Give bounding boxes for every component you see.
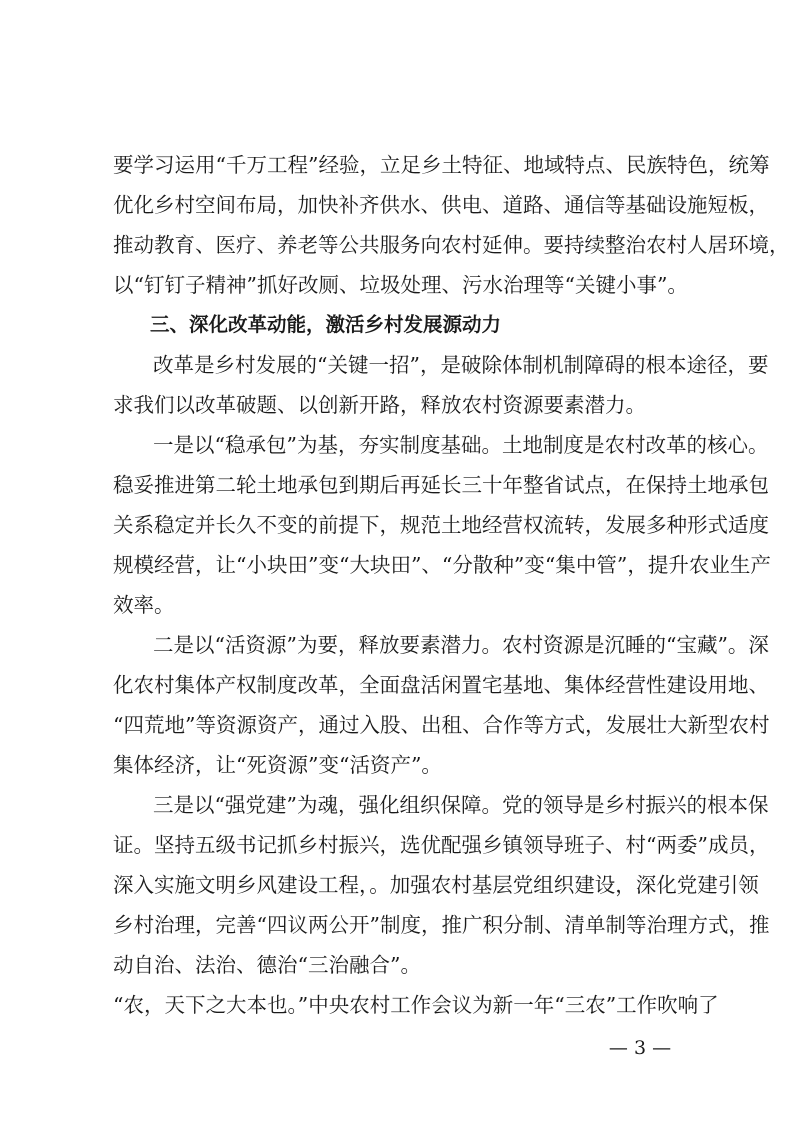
body-line — [0, 545, 793, 585]
body-line — [0, 145, 793, 185]
body-text: 化农村集体产权制度改革，全面盘活闲置宅基地、集体经营性建设用地、 — [113, 673, 769, 697]
body-line — [0, 385, 793, 425]
body-line — [0, 865, 793, 905]
body-text: “四荒地”等资源资产，通过入股、出租、合作等方式，发展壮大新型农村 — [113, 713, 770, 737]
body-line — [0, 345, 793, 385]
body-text: 二是以“活资源”为要，释放要素潜力。农村资源是沉睡的“宝藏”。深 — [153, 633, 769, 657]
body-line — [0, 265, 793, 305]
body-text: 以“钉钉子精神”抓好改厕、垃圾处理、污水治理等“关键小事”。 — [113, 273, 688, 297]
body-line — [0, 825, 793, 865]
body-line — [0, 705, 793, 745]
page-number: — 3 — — [608, 1037, 672, 1059]
section-heading — [0, 305, 793, 345]
body-text: 集体经济，让“死资源”变“活资产”。 — [113, 753, 442, 777]
body-line — [0, 465, 793, 505]
body-text: 效率。 — [113, 593, 175, 617]
body-text: 动自治、法治、德治“三治融合”。 — [113, 953, 421, 977]
body-text: 稳妥推进第二轮土地承包到期后再延长三十年整省试点，在保持土地承包 — [113, 473, 769, 497]
body-text: 优化乡村空间布局，加快补齐供水、供电、道路、通信等基础设施短板， — [113, 193, 769, 217]
body-text: “农，天下之大本也。”中央农村工作会议为新一年“三农”工作吹响了 — [113, 993, 719, 1017]
body-text: 推动教育、医疗、养老等公共服务向农村延伸。要持续整治农村人居环境， — [113, 233, 790, 257]
body-text: 证。坚持五级书记抓乡村振兴，选优配强乡镇领导班子、村“两委”成员， — [113, 833, 770, 857]
body-line — [0, 785, 793, 825]
body-line — [0, 665, 793, 705]
body-text: 规模经营，让“小块田”变“大块田”、“分散种”变“集中管”，提升农业生产 — [113, 553, 771, 577]
body-text: 改革是乡村发展的“关键一招”，是破除体制机制障碍的根本途径，要 — [153, 353, 769, 377]
body-line — [0, 985, 793, 1025]
body-text: 求我们以改革破题、以创新开路，释放农村资源要素潜力。 — [113, 393, 646, 417]
body-text: 乡村治理，完善“四议两公开”制度，推广积分制、清单制等治理方式，推 — [113, 913, 770, 937]
body-line — [0, 745, 793, 785]
body-line — [0, 425, 793, 465]
section-heading-text: 三、深化改革动能，激活乡村发展源动力 — [150, 313, 502, 336]
body-line — [0, 225, 793, 265]
body-line — [0, 185, 793, 225]
body-text: 深入实施文明乡风建设工程，。加强农村基层党组织建设，深化党建引领 — [113, 873, 759, 897]
body-text: 一是以“稳承包”为基，夯实制度基础。土地制度是农村改革的核心。 — [153, 433, 769, 457]
body-line — [0, 905, 793, 945]
body-text: 要学习运用“千万工程”经验，立足乡土特征、地域特点、民族特色，统筹 — [113, 153, 770, 177]
body-line — [0, 505, 793, 545]
body-line — [0, 945, 793, 985]
body-text: 三是以“强党建”为魂，强化组织保障。党的领导是乡村振兴的根本保 — [153, 793, 769, 817]
body-text: 关系稳定并长久不变的前提下，规范土地经营权流转，发展多种形式适度 — [113, 513, 769, 537]
body-line — [0, 625, 793, 665]
body-line — [0, 585, 793, 625]
